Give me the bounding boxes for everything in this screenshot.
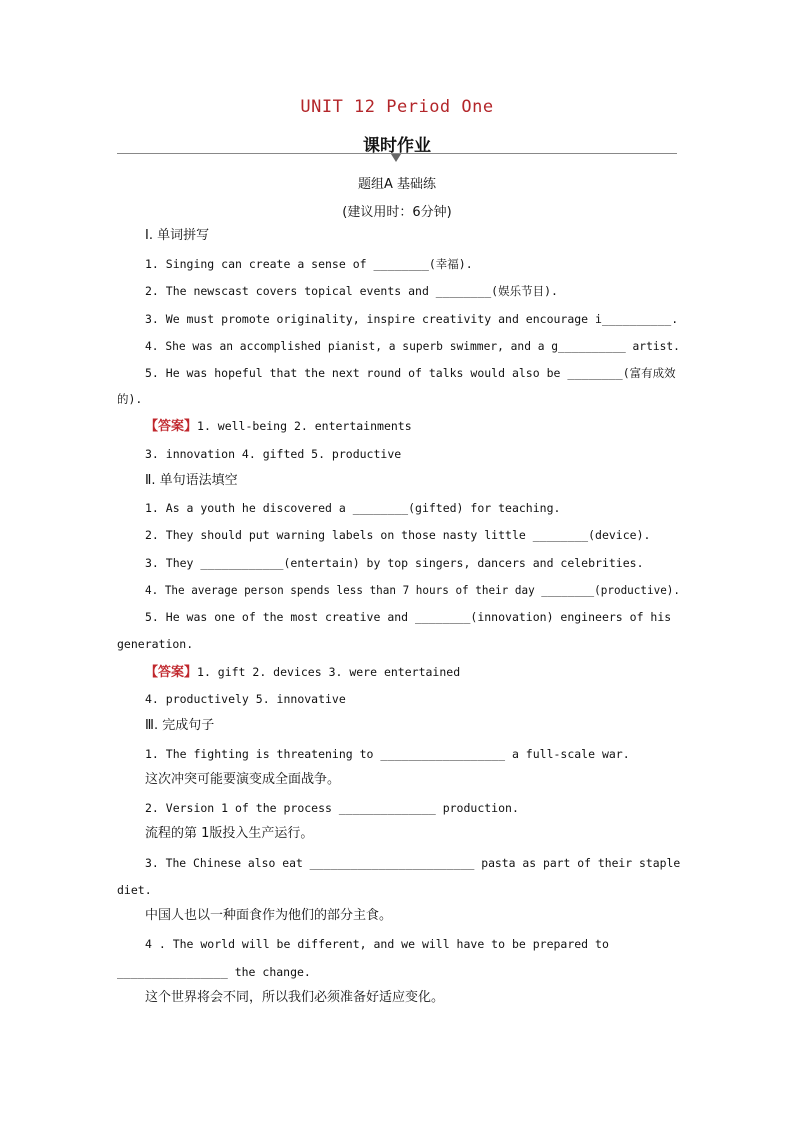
triangle-marker-icon	[391, 154, 401, 162]
s1-question-5-continued: 的).	[117, 392, 143, 406]
group-heading: 题组A 基础练	[357, 177, 437, 192]
answer-label: 【答案】	[145, 665, 198, 680]
s2-question-5-continued: generation.	[117, 637, 194, 651]
s1-answer-line-1	[145, 418, 412, 435]
s2-answer-line-2: 4. productively 5. innovative	[145, 692, 346, 706]
s3-question-2: 2. Version 1 of the process ______________ production.	[145, 801, 519, 815]
page-subtitle: 课时作业	[363, 136, 431, 156]
s1-answers-1: 1. well-being 2. entertainments	[197, 419, 412, 433]
s2-answers-1: 1. gift 2. devices 3. were entertained	[197, 665, 461, 679]
s2-question-2: 2. They should put warning labels on those nasty little ________(device).	[145, 528, 651, 542]
s2-question-4: 4. The average person spends less than 7 hours of their day ________(productive).	[145, 583, 681, 597]
s1-question-5: 5. He was hopeful that the next round of talks would also be ________(富有成效	[145, 366, 676, 380]
s3-question-4-translation: 这个世界将会不同，所以我们必须准备好适应变化。	[145, 990, 445, 1005]
page-title: UNIT 12 Period One	[300, 97, 494, 117]
s3-question-3-continued: diet.	[117, 883, 152, 897]
s1-question-4: 4. She was an accomplished pianist, a superb swimmer, and a g__________ artist.	[145, 339, 680, 353]
s1-question-1: 1. Singing can create a sense of ________(幸福).	[145, 257, 473, 271]
s3-question-1: 1. The fighting is threatening to __________________ a full-scale war.	[145, 747, 630, 761]
answer-label: 【答案】	[145, 419, 198, 434]
s1-question-3: 3. We must promote originality, inspire creativity and encourage i__________.	[145, 312, 679, 326]
s2-question-1: 1. As a youth he discovered a ________(gifted) for teaching.	[145, 501, 561, 515]
s2-answer-line-1	[145, 664, 460, 681]
suggested-time: (建议用时：6分钟)	[342, 205, 452, 220]
s3-question-2-translation: 流程的第 1版投入生产运行。	[145, 826, 314, 841]
s1-question-2: 2. The newscast covers topical events and ________(娱乐节目).	[145, 284, 558, 298]
s3-question-3-translation: 中国人也以一种面食作为他们的部分主食。	[145, 908, 393, 923]
s3-question-4: 4 . The world will be different, and we will have to be prepared to	[145, 937, 609, 951]
section-1-heading: Ⅰ. 单词拼写	[145, 228, 210, 243]
section-2-heading: Ⅱ. 单句语法填空	[145, 473, 238, 488]
s3-question-1-translation: 这次冲突可能要演变成全面战争。	[145, 772, 341, 787]
s3-question-4-continued: ________________ the change.	[117, 965, 311, 979]
s3-question-3: 3. The Chinese also eat ________________________ pasta as part of their staple	[145, 856, 681, 870]
s1-answer-line-2: 3. innovation 4. gifted 5. productive	[145, 447, 402, 461]
s2-question-5: 5. He was one of the most creative and ________(innovation) engineers of his	[145, 610, 672, 624]
section-3-heading: Ⅲ. 完成句子	[145, 718, 215, 733]
s2-question-3: 3. They ____________(entertain) by top singers, dancers and celebrities.	[145, 556, 644, 570]
